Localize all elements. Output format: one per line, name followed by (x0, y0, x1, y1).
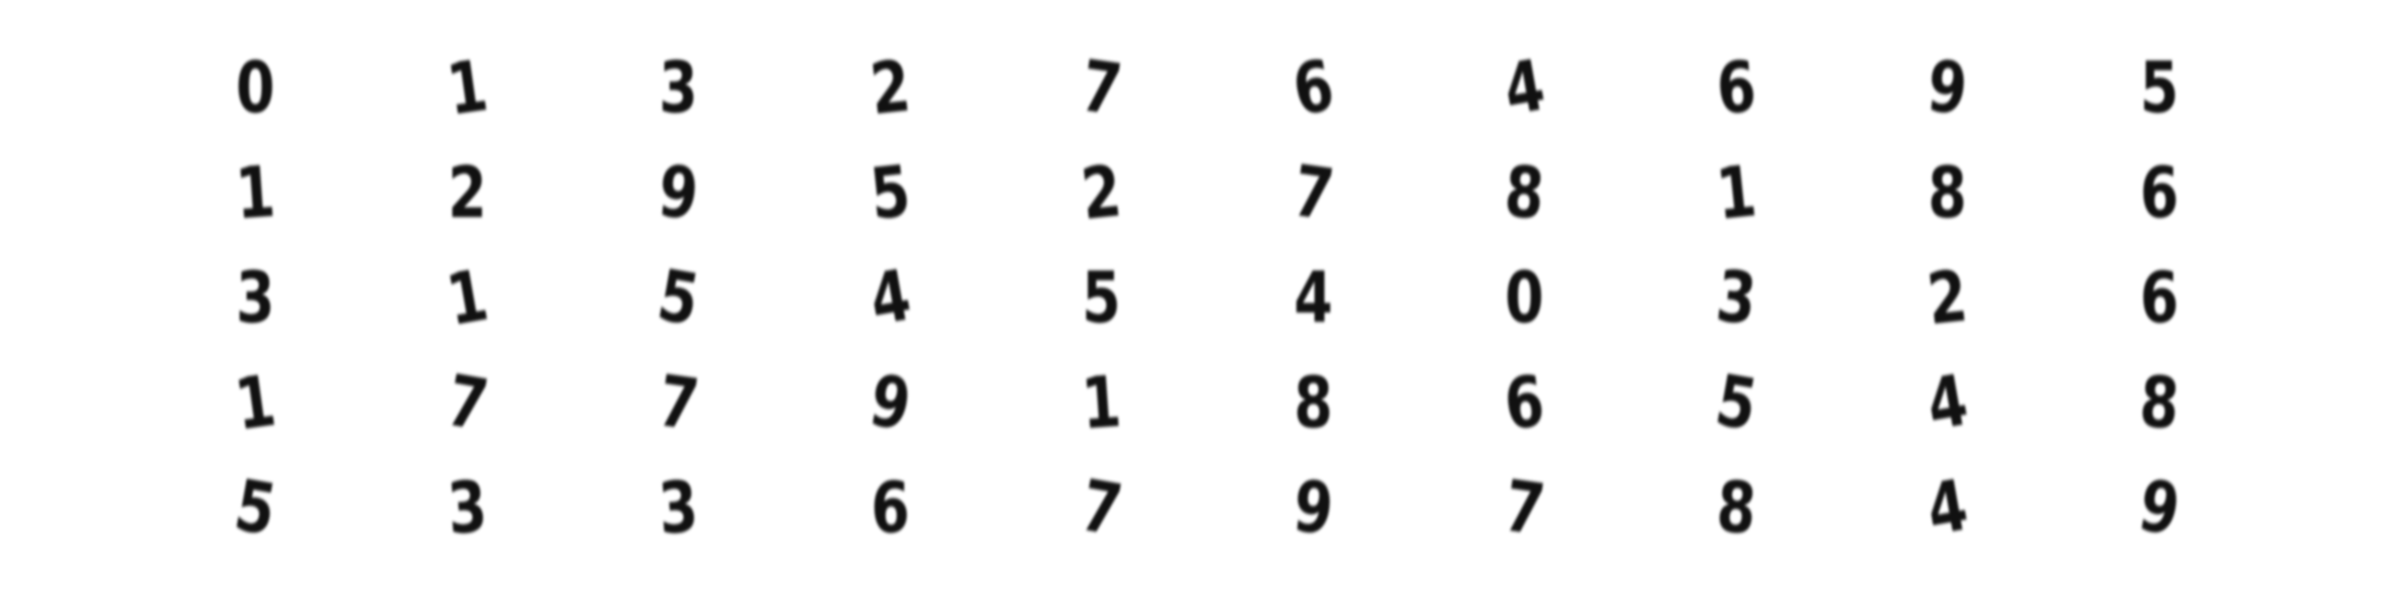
digit-cell: 3 (444, 465, 490, 550)
digit-cell: 6 (1501, 359, 1549, 446)
digit-cell: 5 (2139, 46, 2179, 129)
digit-cell: 1 (442, 44, 493, 131)
digit-cell: 3 (236, 256, 276, 339)
digit-cell: 5 (866, 149, 914, 236)
digit-cell: 2 (447, 151, 487, 234)
digit-cell: 4 (1921, 358, 1975, 447)
digit-cell: 8 (1713, 465, 1759, 550)
digit-cell: 5 (1709, 358, 1763, 447)
digit-cell: 9 (655, 149, 703, 236)
digit-cell: 1 (1079, 360, 1125, 445)
digit-cell: 1 (440, 253, 494, 342)
digit-cell: 4 (1293, 256, 1333, 339)
digit-cell: 1 (233, 150, 279, 235)
digit-cell: 0 (236, 46, 276, 129)
digit-cell: 7 (1288, 149, 1339, 236)
digit-cell: 1 (1712, 149, 1760, 236)
digit-cell: 8 (1293, 361, 1333, 444)
digit-cell: 3 (656, 465, 702, 550)
digit-cell: 3 (659, 46, 699, 129)
digit-cell: 9 (2132, 463, 2186, 552)
digit-cell: 2 (1078, 149, 1126, 236)
digit-cell: 4 (863, 253, 917, 342)
digit-cell: 6 (870, 466, 910, 549)
digit-cell: 6 (2139, 256, 2179, 339)
digit-cell: 6 (1713, 45, 1759, 130)
digit-cell: 8 (1928, 151, 1968, 234)
digit-cell: 4 (1921, 463, 1975, 552)
digit-grid (150, 35, 2265, 560)
digit-cell: 3 (1712, 254, 1760, 341)
digit-cell: 7 (1075, 463, 1129, 552)
digit-cell: 9 (1924, 44, 1972, 131)
digit-cell: 1 (230, 359, 281, 446)
digit-cell: 7 (1076, 44, 1127, 131)
digit-cell: 6 (1286, 43, 1340, 132)
digit-cell: 9 (1289, 464, 1337, 551)
digit-cell: 8 (1502, 150, 1548, 235)
digit-cell: 5 (229, 463, 283, 552)
digit-cell: 2 (866, 44, 914, 131)
digit-cell: 8 (2136, 360, 2182, 445)
digit-cell: 7 (440, 358, 494, 447)
digit-cell: 7 (653, 359, 704, 446)
digit-cell: 5 (652, 253, 706, 342)
digit-cell: 6 (2139, 151, 2179, 234)
digit-cell: 0 (1505, 256, 1545, 339)
digit-cell: 4 (1498, 43, 1552, 132)
digit-cell: 9 (863, 358, 917, 447)
digit-cell: 5 (1082, 256, 1122, 339)
digit-cell: 2 (1924, 254, 1972, 341)
digit-cell: 7 (1499, 464, 1550, 551)
